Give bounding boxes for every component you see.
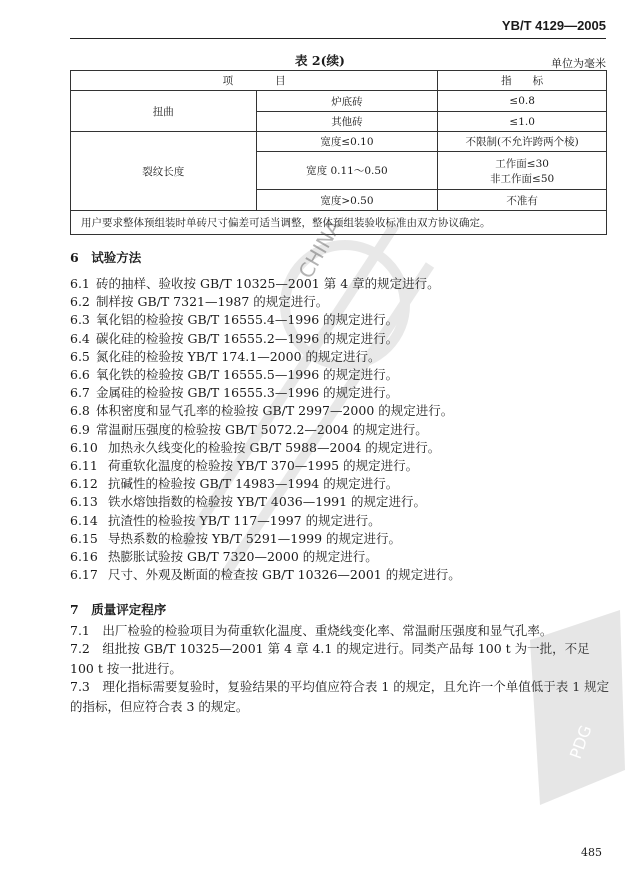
pdg-text: PDG	[565, 722, 596, 762]
header-rule	[70, 38, 606, 39]
twist-label: 扭曲	[71, 91, 257, 132]
list-item-text: 导热系数的检验按 YB/T 5291—1999 的规定进行。	[108, 530, 402, 546]
work-face-value: 工作面≤30	[495, 157, 549, 170]
list-item-text: 常温耐压强度的检验按 GB/T 5072.2—2004 的规定进行。	[96, 421, 428, 437]
header-indicator: 指 标	[438, 71, 607, 91]
crack-width-1-value: 不限制(不允许跨两个棱)	[438, 132, 607, 152]
list-item-text: 荷重软化温度的检验按 YB/T 370—1995 的规定进行。	[108, 458, 419, 473]
list-item-number: 6.15	[70, 530, 98, 546]
list-item-text: 氮化硅的检验按 YB/T 174.1—2000 的规定进行。	[96, 348, 381, 364]
table-row	[71, 91, 607, 112]
standard-code: YB/T 4129—2005	[501, 18, 606, 33]
list-item-text: 尺寸、外观及断面的检查按 GB/T 10326—2001 的规定进行。	[108, 567, 461, 583]
paragraph-7-1: 7.1 出厂检验的检验项目为荷重软化温度、重烧线变化率、常温耐压强度和显气孔率。	[70, 623, 553, 638]
list-item-number: 6.6	[70, 367, 90, 382]
list-item-number: 6.10	[70, 439, 98, 455]
paragraph-7-2: 7.2 组批按 GB/T 10325—2001 第 4 章 4.1 的规定进行。同类产品每 100 t 为一批，不足 100 t 按一批进行。	[70, 641, 590, 676]
table-caption: 表 2(续)	[295, 53, 345, 68]
crack-width-3-value: 不准有	[438, 190, 607, 211]
list-item-text: 碳化硅的检验按 GB/T 16555.2—1996 的规定进行。	[96, 330, 399, 346]
crack-width-1-label: 宽度≤0.10	[256, 132, 438, 152]
list-item-number: 6.1	[70, 276, 90, 291]
header-item: 项 目	[71, 71, 438, 91]
list-item-text: 铁水熔蚀指数的检验按 YB/T 4036—1991 的规定进行。	[108, 494, 427, 510]
list-item-text: 热膨胀试验按 GB/T 7320—2000 的规定进行。	[108, 549, 378, 564]
list-item-number: 6.2	[70, 294, 90, 310]
list-item-number: 6.5	[70, 348, 90, 364]
table-row	[71, 132, 607, 152]
list-item-number: 6.9	[70, 421, 90, 437]
list-item-text: 抗碱性的检验按 GB/T 14983—1994 的规定进行。	[108, 476, 399, 492]
crack-width-2-label: 宽度 0.11～0.50	[256, 152, 438, 190]
list-item-number: 6.16	[70, 549, 98, 564]
non-work-face-value: 非工作面≤50	[490, 172, 555, 185]
stamp-text: CHINA	[293, 215, 347, 283]
crack-label: 裂纹长度	[71, 132, 257, 211]
list-item-text: 氧化铝的检验按 GB/T 16555.4—1996 的规定进行。	[96, 312, 399, 328]
list-item-number: 6.11	[70, 458, 98, 473]
list-item-text: 金属硅的检验按 GB/T 16555.3—1996 的规定进行。	[96, 385, 399, 401]
list-item-number: 6.7	[70, 385, 90, 401]
other-brick-label: 其他砖	[256, 112, 438, 132]
list-item-number: 6.4	[70, 330, 90, 346]
pdg-watermark	[520, 610, 630, 810]
list-item-number: 6.12	[70, 476, 98, 492]
other-brick-value: ≤1.0	[438, 112, 607, 132]
list-item-text: 制样按 GB/T 7321—1987 的规定进行。	[96, 294, 329, 310]
table-note: 用户要求整体预组装时单砖尺寸偏差可适当调整，整体预组装验收标准由双方协议确定。	[71, 211, 607, 235]
table-header-row	[71, 71, 607, 91]
list-item-number: 6.3	[70, 312, 90, 328]
hearth-brick-value: ≤0.8	[438, 91, 607, 112]
hearth-brick-label: 炉底砖	[256, 91, 438, 112]
list-item-text: 氧化铁的检验按 GB/T 16555.5—1996 的规定进行。	[96, 367, 399, 382]
paragraph-7-3: 7.3 理化指标需要复验时，复验结果的平均值应符合表 1 的规定，且允许一个单值低于表 1 规定的指标，但应符合表 3 的规定。	[70, 679, 610, 714]
list-item-text: 体积密度和显气孔率的检验按 GB/T 2997—2000 的规定进行。	[96, 403, 454, 419]
list-item-number: 6.17	[70, 567, 98, 583]
list-item-number: 6.8	[70, 403, 90, 419]
list-item-number: 6.13	[70, 494, 98, 510]
section-7-heading: 7 质量评定程序	[70, 602, 167, 617]
list-item-text: 加热永久线变化的检验按 GB/T 5988—2004 的规定进行。	[108, 439, 441, 455]
list-item-text: 抗渣性的检验按 YB/T 117—1997 的规定进行。	[108, 512, 381, 528]
crack-width-3-label: 宽度>0.50	[256, 190, 438, 211]
list-item-number: 6.14	[70, 512, 98, 528]
section-6-heading: 6 试验方法	[70, 250, 142, 265]
list-item-text: 砖的抽样、验收按 GB/T 10325—2001 第 4 章的规定进行。	[96, 276, 440, 291]
table-unit: 单位为毫米	[551, 57, 606, 70]
page-number: 485	[581, 846, 602, 859]
watermark-stamp	[145, 185, 445, 605]
crack-width-2-value	[438, 152, 607, 190]
